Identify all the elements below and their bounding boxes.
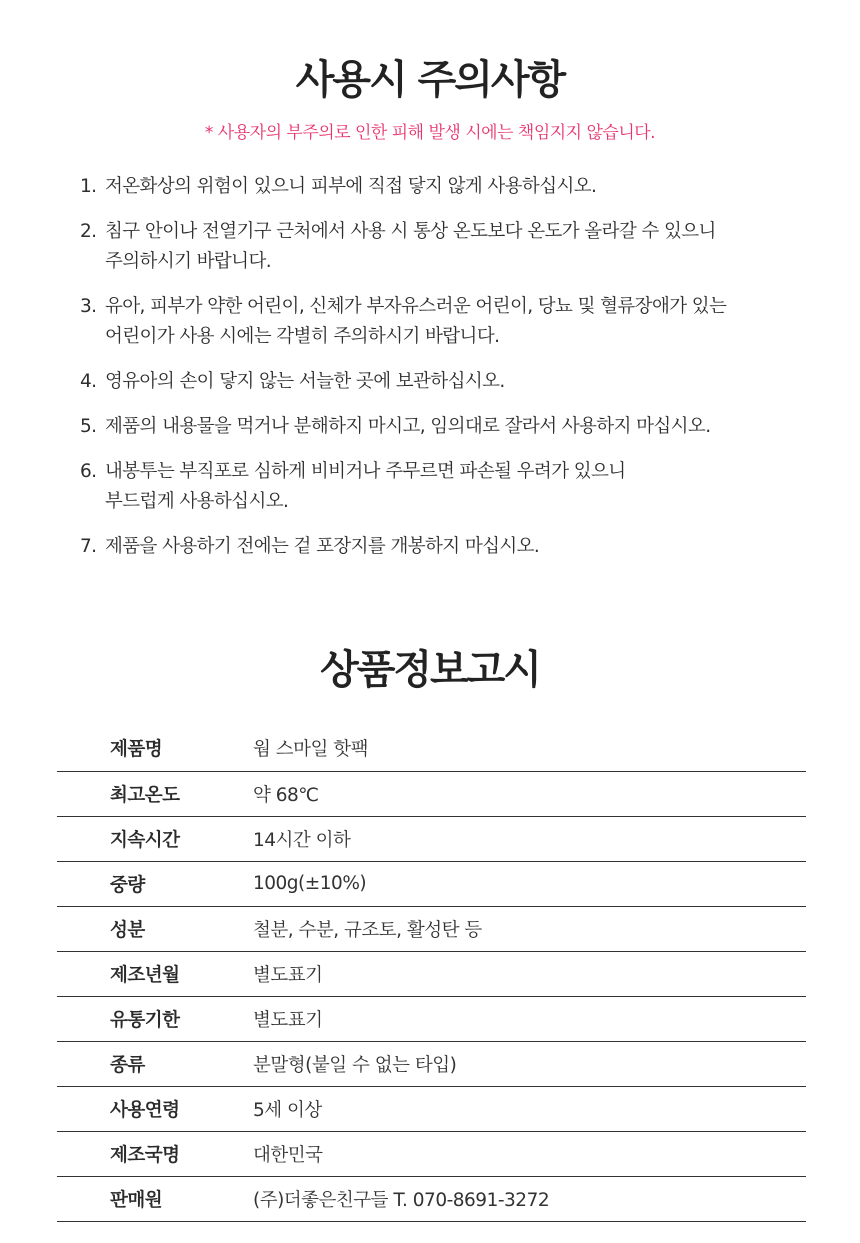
row-value: 철분, 수분, 규조토, 활성탄 등 bbox=[253, 919, 482, 941]
row-label: 중량 bbox=[110, 874, 145, 896]
disclaimer-text: * 사용자의 부주의로 인한 피해 발생 시에는 책임지지 않습니다. bbox=[204, 123, 656, 143]
row-value: 100g(±10%) bbox=[253, 873, 367, 894]
caution-item-number: 7. bbox=[80, 536, 97, 557]
row-value: 약 68℃ bbox=[253, 784, 319, 806]
row-value: 대한민국 bbox=[253, 1144, 323, 1166]
table-row bbox=[57, 861, 806, 906]
caution-item-number: 5. bbox=[80, 416, 97, 437]
table-row bbox=[57, 1041, 806, 1086]
caution-item-text: 제품의 내용물을 먹거나 분해하지 마시고, 임의대로 잘라서 사용하지 마십시오. bbox=[105, 416, 711, 437]
table-row bbox=[57, 906, 806, 951]
caution-item bbox=[80, 217, 810, 277]
row-value: 14시간 이하 bbox=[253, 829, 351, 851]
caution-item-number: 1. bbox=[80, 176, 97, 197]
caution-item-text: 주의하시기 바랍니다. bbox=[105, 251, 272, 272]
caution-item-text: 영유아의 손이 닿지 않는 서늘한 곳에 보관하십시오. bbox=[105, 371, 505, 392]
table-row bbox=[57, 1176, 806, 1221]
table-row bbox=[57, 1131, 806, 1176]
row-label: 지속시간 bbox=[110, 829, 180, 851]
caution-item-text: 저온화상의 위험이 있으니 피부에 직접 닿지 않게 사용하십시오. bbox=[105, 176, 597, 197]
row-label: 제품명 bbox=[110, 739, 163, 761]
table-row bbox=[57, 771, 806, 816]
caution-item-number: 6. bbox=[80, 461, 97, 482]
row-value: 분말형(붙일 수 없는 타입) bbox=[253, 1054, 457, 1076]
caution-item-number: 4. bbox=[80, 371, 97, 392]
caution-item bbox=[80, 172, 810, 202]
caution-item-text: 유아, 피부가 약한 어린이, 신체가 부자유스러운 어린이, 당뇨 및 혈류장애가 있는 bbox=[105, 296, 727, 317]
row-label: 유통기한 bbox=[110, 1009, 180, 1031]
caution-item-number: 3. bbox=[80, 296, 97, 317]
caution-item bbox=[80, 292, 810, 352]
product-info-title: 상품정보고시 bbox=[320, 647, 540, 693]
caution-item-number: 2. bbox=[80, 221, 97, 242]
caution-list bbox=[80, 172, 810, 577]
row-label: 최고온도 bbox=[110, 784, 180, 806]
caution-item bbox=[80, 532, 810, 562]
table-row bbox=[57, 726, 806, 771]
row-value: 웜 스마일 핫팩 bbox=[253, 739, 368, 761]
caution-item-text: 어린이가 사용 시에는 각별히 주의하시기 바랍니다. bbox=[105, 326, 500, 347]
row-value: 5세 이상 bbox=[253, 1099, 322, 1121]
table-row bbox=[57, 996, 806, 1041]
row-label: 성분 bbox=[110, 919, 145, 941]
table-row bbox=[57, 951, 806, 996]
row-label: 종류 bbox=[110, 1054, 145, 1076]
caution-item-text: 내봉투는 부직포로 심하게 비비거나 주무르면 파손될 우려가 있으니 bbox=[105, 461, 626, 482]
caution-item-text: 제품을 사용하기 전에는 겉 포장지를 개봉하지 마십시오. bbox=[105, 536, 540, 557]
table-row bbox=[57, 816, 806, 861]
row-label: 제조년월 bbox=[110, 964, 180, 986]
caution-item bbox=[80, 457, 810, 517]
caution-item bbox=[80, 367, 810, 397]
row-label: 제조국명 bbox=[110, 1144, 180, 1166]
row-value: 별도표기 bbox=[253, 964, 323, 986]
table-row bbox=[57, 1086, 806, 1131]
caution-item bbox=[80, 412, 810, 442]
row-value: 별도표기 bbox=[253, 1009, 323, 1031]
row-value: (주)더좋은친구들 T. 070-8691-3272 bbox=[253, 1189, 550, 1211]
row-label: 판매원 bbox=[110, 1189, 163, 1211]
product-info-table bbox=[57, 726, 806, 1222]
caution-title: 사용시 주의사항 bbox=[295, 57, 565, 103]
caution-item-text: 부드럽게 사용하십시오. bbox=[105, 491, 289, 512]
caution-item-text: 침구 안이나 전열기구 근처에서 사용 시 통상 온도보다 온도가 올라갈 수 있으니 bbox=[105, 221, 716, 242]
row-label: 사용연령 bbox=[110, 1099, 180, 1121]
